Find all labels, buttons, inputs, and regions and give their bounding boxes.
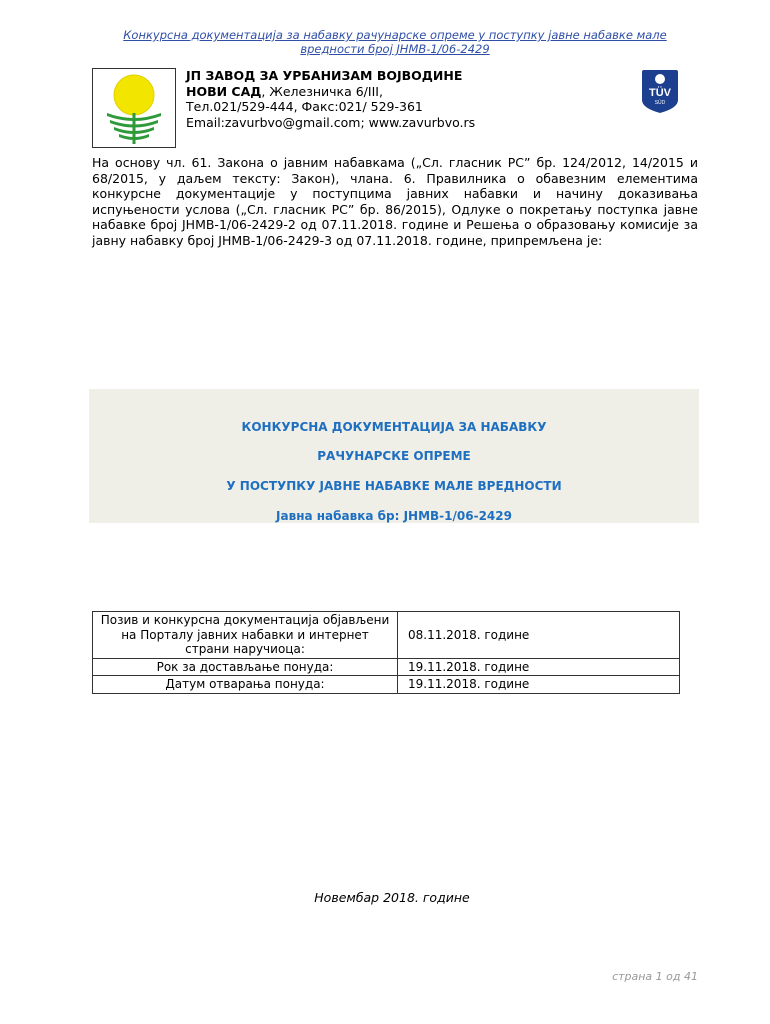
tuv-badge-text: TÜV	[649, 87, 671, 99]
organization-address	[186, 84, 475, 100]
table-cell-value: 19.11.2018. године	[398, 676, 680, 694]
intro-text: На основу чл. 61. Закона о јавним набавкама („Сл. гласник РС” бр. 124/2012, 14/2015 и 68/2015, у даљем тексту: Закон), члана. 6. Правилника о обавезним елементима конкурсне документације у поступцима јавних набавки и начину доказивања испуњености услова („Сл. гласник РС” бр. 86/2015), Одлуке о покретању поступка јавне набавке број ЈНМВ-1/06-2429-2 од 07.11.2018. године и Решења о образовању комисије за јавну набавку број ЈНМВ-1/06-2429-3 од 07.11.2018. године, припремљена је:	[92, 155, 698, 248]
table-cell-value: 19.11.2018. године	[398, 658, 680, 676]
title-line-1: КОНКУРСНА ДОКУМЕНТАЦИЈА ЗА НАБАВКУ	[241, 420, 547, 434]
table-cell-label: Позив и конкурсна документација објављени на Порталу јавних набавки и интернет страни наручиоца:	[93, 612, 398, 659]
page-number: страна 1 од 41	[612, 970, 698, 983]
table-cell-value: 08.11.2018. године	[398, 612, 680, 659]
tuv-badge-icon	[640, 68, 680, 114]
table-row	[93, 612, 680, 659]
sun-tree-logo-icon	[93, 69, 175, 147]
table-row	[93, 658, 680, 676]
organization-city: НОВИ САД	[186, 83, 262, 99]
title-line-3: У ПОСТУПКУ ЈАВНЕ НАБАВКЕ МАЛЕ ВРЕДНОСТИ	[226, 479, 562, 493]
intro-paragraph	[92, 155, 698, 248]
procurement-number: Јавна набавка бр: ЈНМВ-1/06-2429	[276, 509, 512, 523]
organization-logo	[92, 68, 176, 148]
table-row	[93, 676, 680, 694]
document-date: Новембар 2018. године	[314, 890, 470, 905]
organization-street: , Железничка 6/III,	[261, 83, 383, 99]
tuv-badge-subtext: SÜD	[654, 100, 666, 106]
title-block	[89, 389, 699, 523]
title-line-2: РАЧУНАРСКЕ ОПРЕМЕ	[317, 449, 471, 463]
table-cell-label: Рок за достављање понуда:	[93, 658, 398, 676]
table-cell-label: Датум отварања понуда:	[93, 676, 398, 694]
organization-contact: Email:zavurbvo@gmail.com; www.zavurbvo.rs	[186, 114, 476, 130]
dates-table	[92, 611, 680, 694]
tuv-certification-badge	[640, 68, 680, 114]
organization-info	[186, 68, 475, 130]
organization-name: ЈП ЗАВОД ЗА УРБАНИЗАМ ВОЈВОДИНЕ	[186, 68, 463, 83]
organization-phone-fax: Тел.021/529-444, Факс:021/ 529-361	[186, 99, 423, 114]
running-header: Конкурсна документација за набавку рачунарске опреме у поступку јавне набавке мале вредности број ЈНМВ-1/06-2429	[123, 28, 667, 56]
